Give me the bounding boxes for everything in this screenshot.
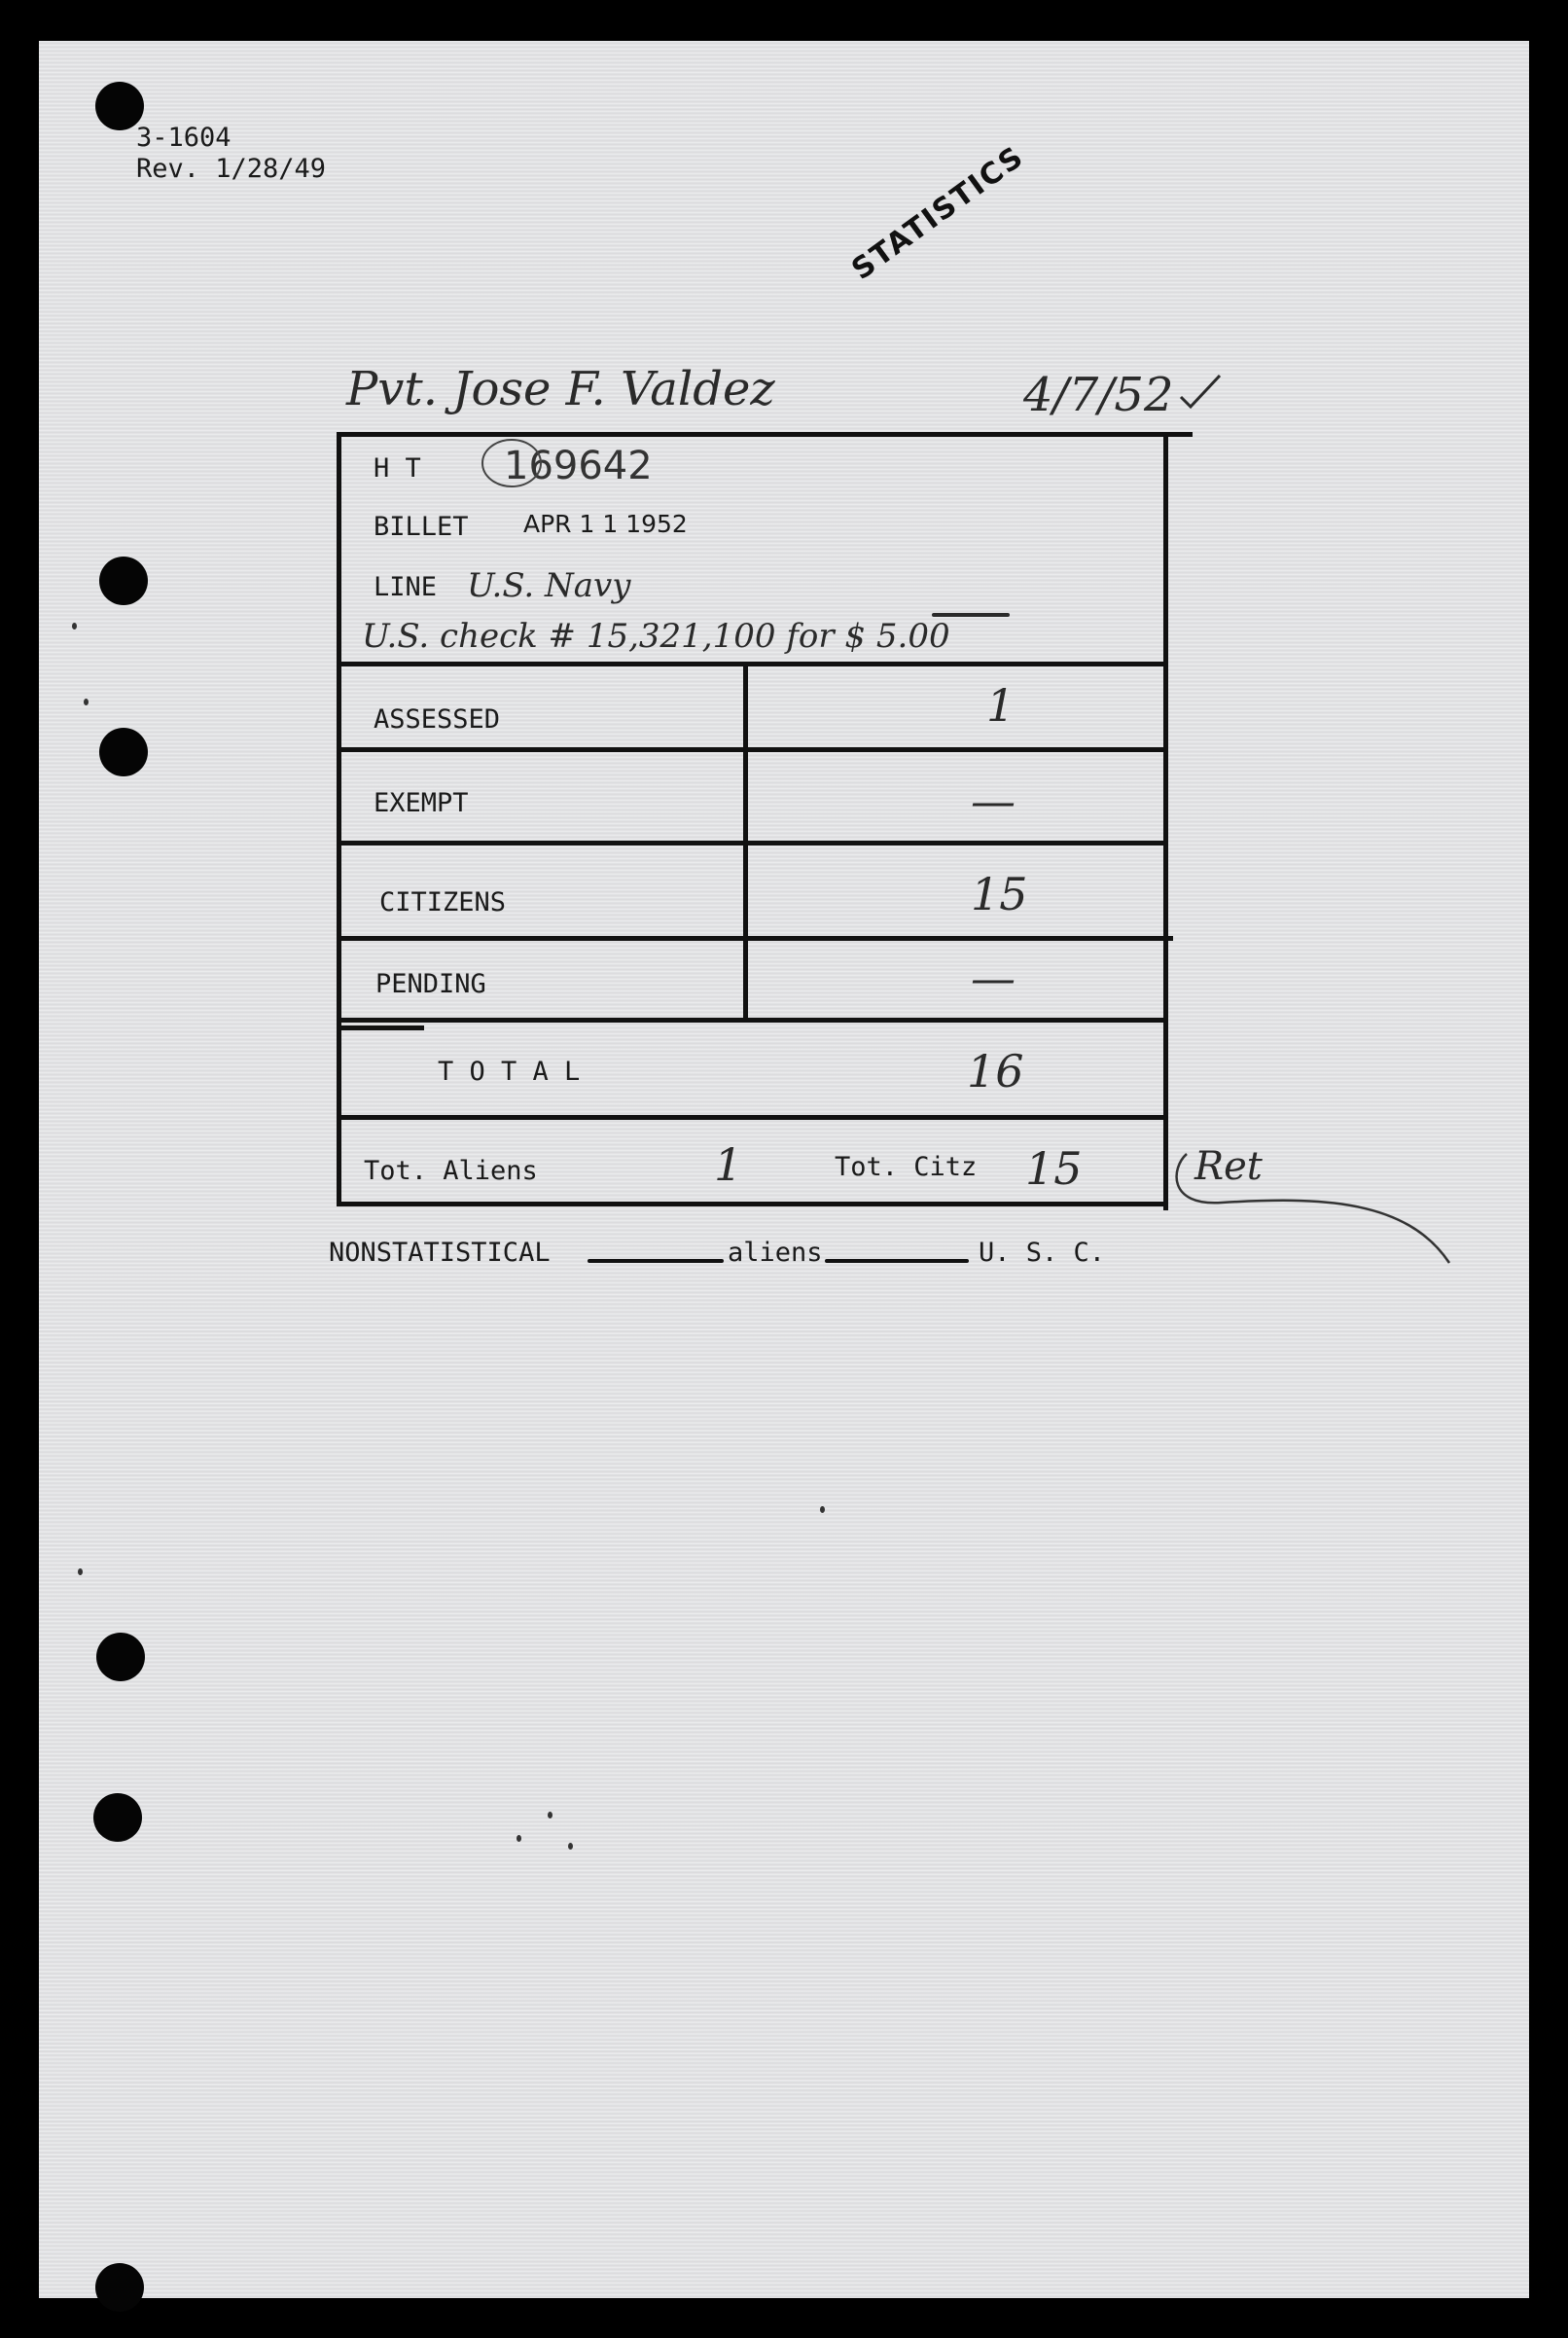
row-value-citizens: 15 [971, 868, 1028, 920]
nonstatistical-label: NONSTATISTICAL [329, 1238, 551, 1268]
row-label-exempt: EXEMPT [374, 788, 469, 818]
signature-loop-icon [473, 432, 551, 500]
row-divider [337, 1018, 1168, 1023]
total-double-line [337, 1025, 424, 1030]
speck [568, 1843, 573, 1850]
row-divider [337, 841, 1168, 845]
ht-number: 169642 [504, 444, 653, 488]
speck [820, 1506, 825, 1513]
tot-citz-label: Tot. Citz [835, 1152, 978, 1182]
speck [84, 699, 89, 705]
row-divider [337, 662, 1168, 666]
form-border-left [337, 432, 341, 1206]
handwritten-name: Pvt. Jose F. Valdez [346, 362, 775, 416]
line-value: U.S. Navy [467, 566, 631, 605]
statistics-form [337, 432, 1173, 1206]
row-divider [337, 936, 1173, 941]
billet-stamp: APR 1 1 1952 [523, 510, 688, 538]
handwritten-date: 4/7/52 [1023, 368, 1174, 422]
line-label: LINE [374, 572, 438, 602]
punch-hole [95, 2263, 144, 2312]
form-border-top [337, 432, 1193, 437]
speck [72, 623, 77, 629]
row-label-pending: PENDING [375, 969, 486, 999]
billet-label: BILLET [374, 512, 469, 542]
tot-aliens-label: Tot. Aliens [364, 1156, 538, 1186]
form-border-bottom [337, 1202, 1168, 1206]
speck [78, 1568, 83, 1575]
total-value: 16 [967, 1045, 1024, 1097]
ht-label: H T [374, 453, 421, 484]
row-label-citizens: CITIZENS [379, 887, 507, 917]
aliens-rule [825, 1259, 969, 1263]
nonstat-rule [588, 1259, 724, 1263]
speck [517, 1835, 521, 1842]
check-note: U.S. check # 15,321,100 for $ 5.00 [362, 617, 950, 656]
row-value-exempt: — [971, 774, 1016, 827]
margin-initials: Ret [1194, 1144, 1263, 1189]
statistics-stamp: STATISTICS [845, 139, 1031, 287]
punch-hole [99, 557, 148, 605]
column-divider [743, 662, 748, 1022]
row-value-assessed: 1 [986, 679, 1016, 732]
punch-hole [99, 728, 148, 776]
form-revision: Rev. 1/28/49 [136, 154, 327, 184]
speck [548, 1812, 552, 1818]
punch-hole [93, 1793, 142, 1842]
row-divider [337, 747, 1168, 752]
row-value-pending: — [971, 952, 1016, 1004]
swoosh-mark-icon [1163, 1148, 1459, 1269]
aliens-label: aliens [728, 1238, 823, 1268]
form-number: 3-1604 [136, 123, 232, 153]
usc-label: U. S. C. [979, 1238, 1106, 1268]
total-label: T O T A L [438, 1057, 581, 1087]
tot-citz-value: 15 [1025, 1142, 1083, 1195]
row-divider [337, 1115, 1168, 1120]
underline-mark [932, 613, 1010, 617]
checkmark-icon [1179, 372, 1222, 411]
tot-aliens-value: 1 [714, 1138, 743, 1191]
row-label-assessed: ASSESSED [374, 704, 501, 735]
punch-hole [96, 1633, 145, 1681]
form-border-right [1163, 432, 1168, 1210]
